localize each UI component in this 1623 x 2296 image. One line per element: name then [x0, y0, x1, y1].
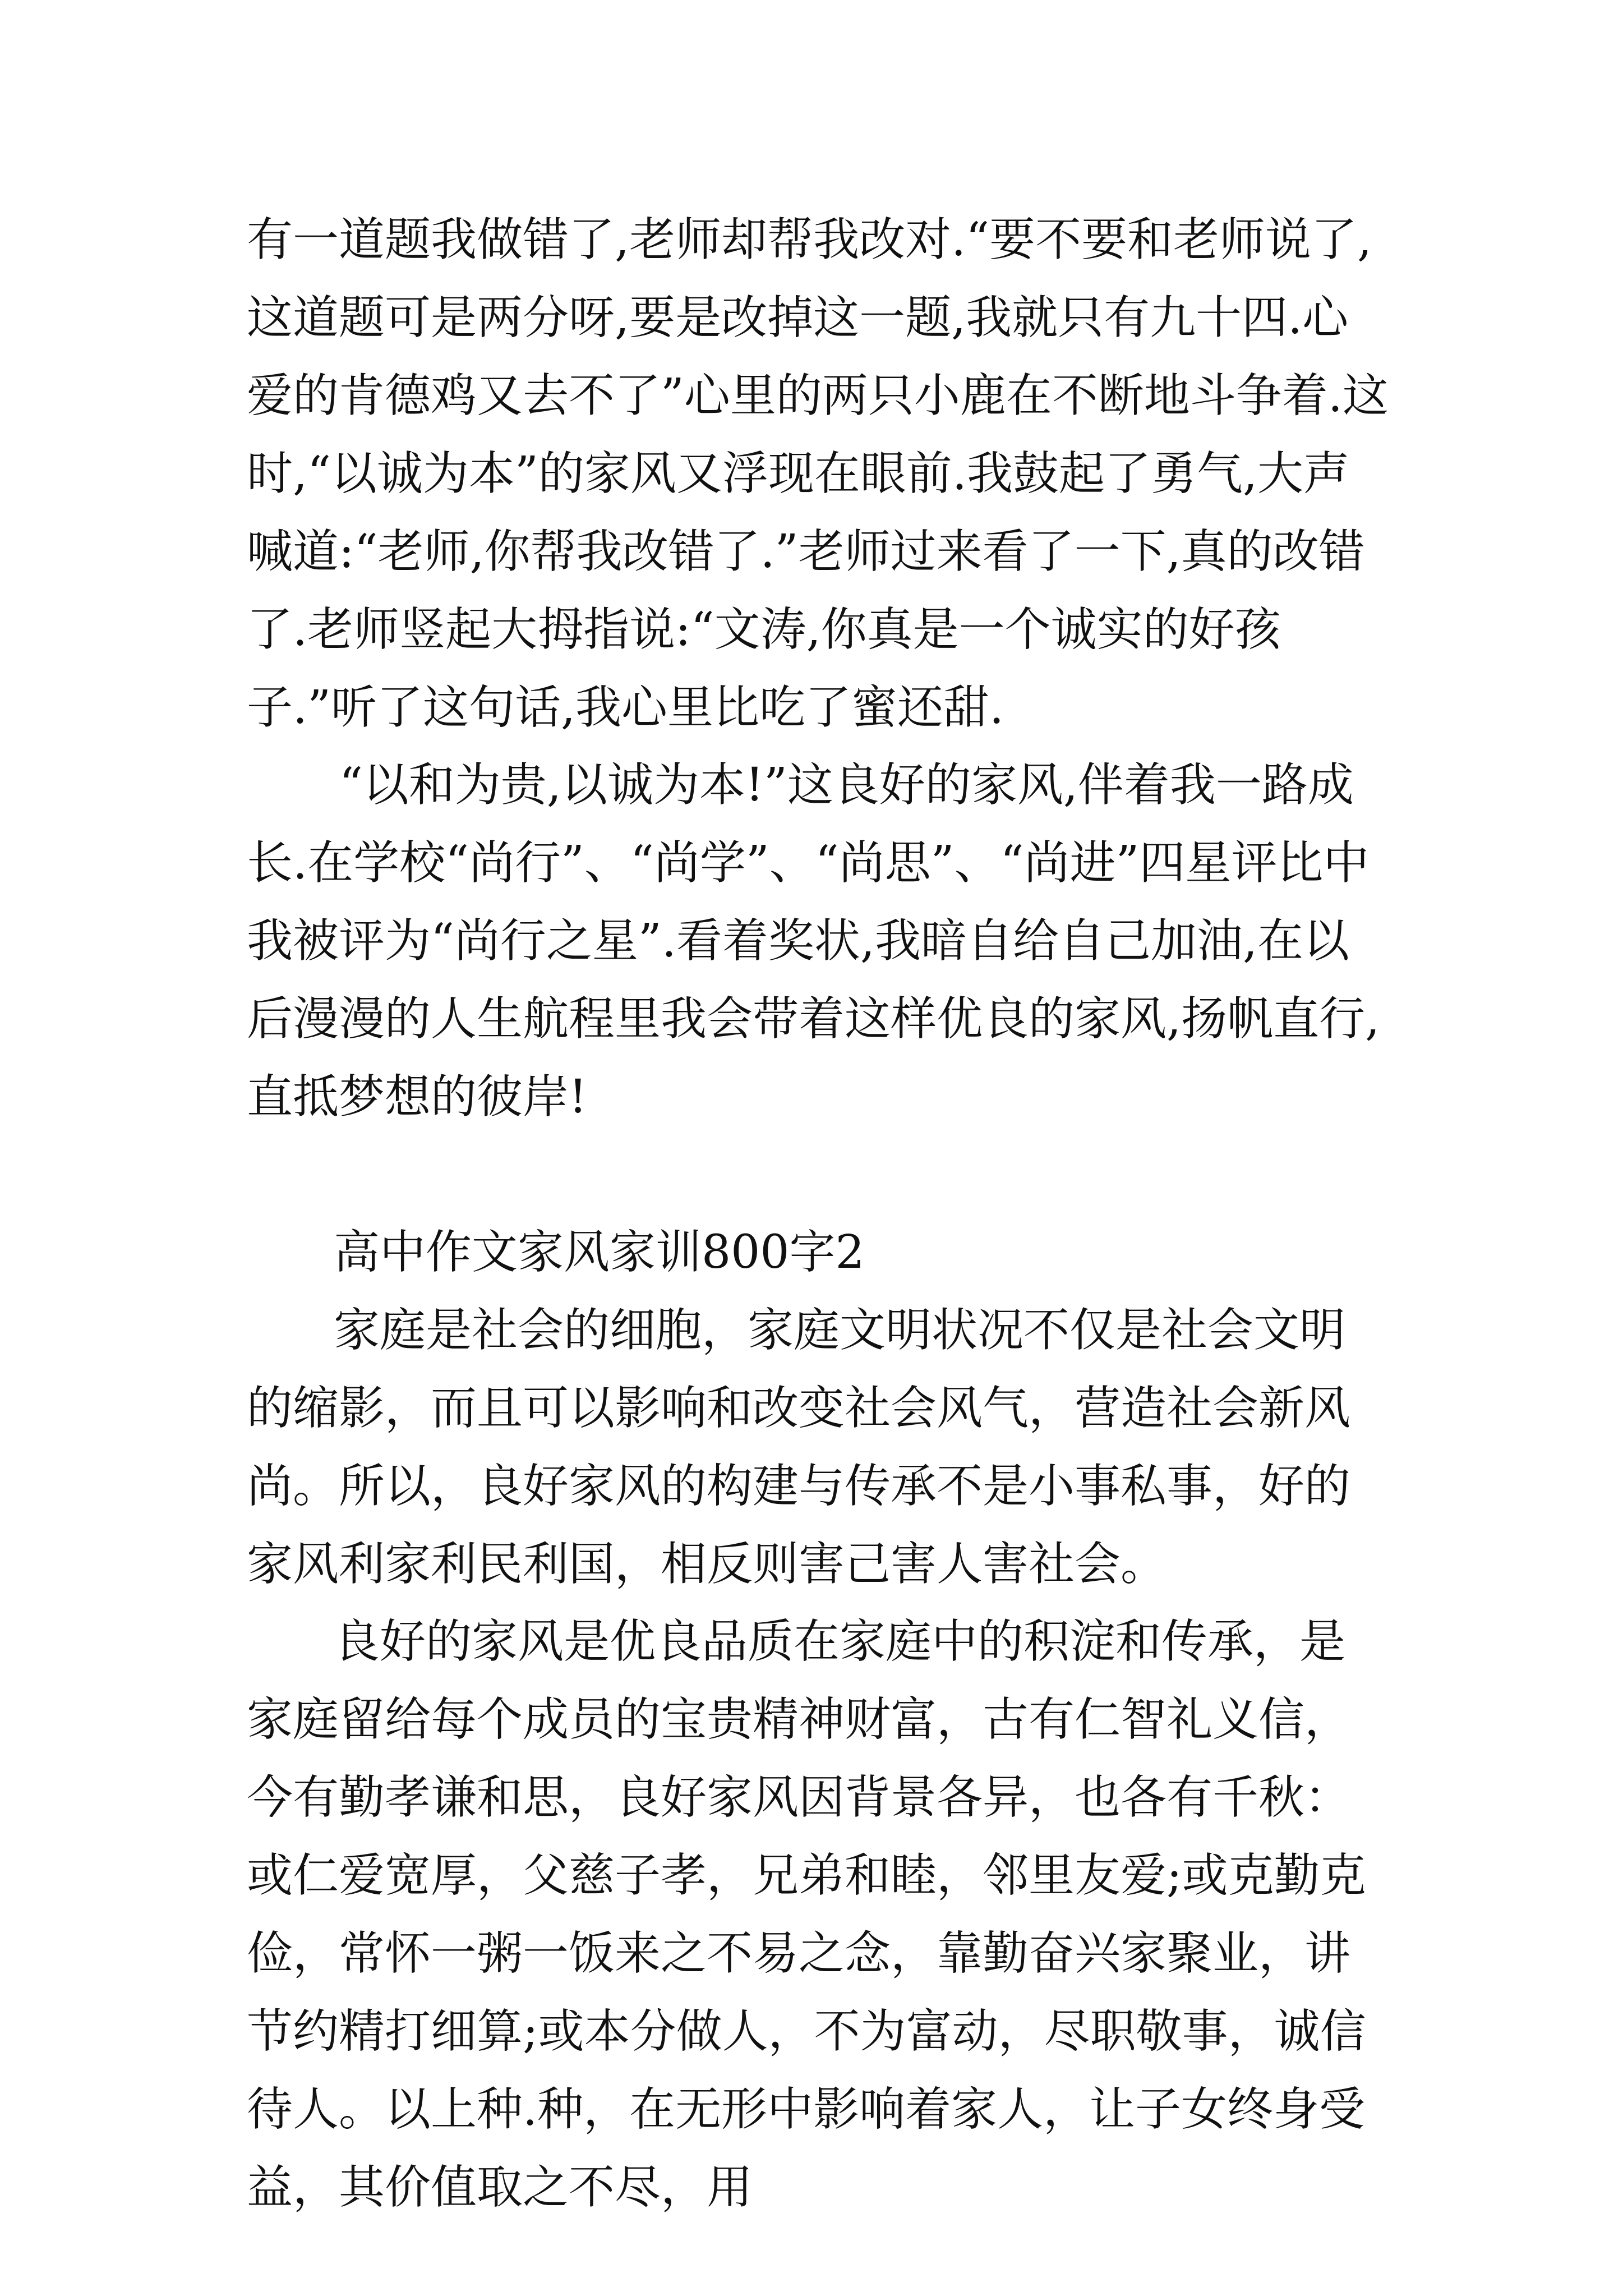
paragraph-family-motto: “以和为贵,以诚为本!”这良好的家风,伴着我一路成长.在学校“尚行”、“尚学”、“尚思”、“尚进”四星评比中我被评为“尚行之星”.看着奖状,我暗自给自己加油,在以后漫漫的人生航程里我会带着这样优良的家风,扬帆直行,直抵梦想的彼岸!: [247, 758, 1380, 1124]
section-heading: 高中作文家风家训800字2: [334, 1226, 865, 1279]
paragraph-story-ending: 有一道题我做错了,老师却帮我改对.“要不要和老师说了,这道题可是两分呀,要是改掉这一题,我就只有九十四.心爱的肯德鸡又去不了”心里的两只小鹿在不断地斗争着.这时,“以诚为本”的家风又浮现在眼前.我鼓起了勇气,大声喊道:“老师,你帮我改错了.”老师过来看了一下,真的改错了.老师竖起大拇指说:“文涛,你真是一个诚实的好孩子.”听了这句话,我心里比吃了蜜还甜.: [247, 213, 1389, 734]
paragraph-good-family-style: 良好的家风是优良品质在家庭中的积淀和传承，是家庭留给每个成员的宝贵精神财富，古有仁智礼义信，今有勤孝谦和思，良好家风因背景各异，也各有千秋：或仁爱宽厚，父慈子孝，兄弟和睦，邻里友爱;或克勤克俭，常怀一粥一饭来之不易之念，靠勤奋兴家聚业，讲节约精打细算;或本分做人，不为富动，尽职敬事，诚信待人。以上种.种，在无形中影响着家人，让子女终身受益，其价值取之不尽，用: [247, 1615, 1366, 2214]
paragraph-family-cell: 家庭是社会的细胞，家庭文明状况不仅是社会文明的缩影，而且可以影响和改变社会风气，营造社会新风尚。所以，良好家风的构建与传承不是小事私事，好的家风利家利民利国，相反则害己害人害社会。: [247, 1304, 1351, 1591]
